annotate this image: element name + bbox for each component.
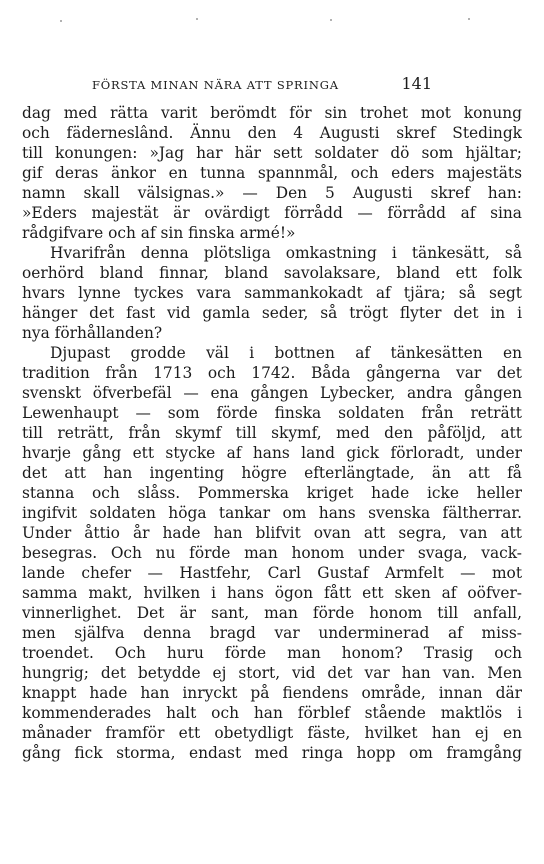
text-line: hvarje gång ett stycke af hans land gick förloradt, under xyxy=(22,444,522,462)
running-title: FÖRSTA MINAN NÄRA ATT SPRINGA xyxy=(92,78,339,92)
text-line: vinnerlighet. Det är sant, man förde honom till anfall, xyxy=(22,604,522,622)
text-line: kommenderades halt och han förblef stående maktlös i xyxy=(22,704,522,722)
text-line: Lewenhaupt — som förde finska soldaten från reträtt xyxy=(22,404,522,422)
text-line: nya förhållanden? xyxy=(22,324,163,342)
paper-speck xyxy=(196,18,198,20)
text-line: det att han ingenting högre efterlängtade, än att få xyxy=(22,464,522,482)
text-line: hänger det fast vid gamla seder, så trögt flyter det in i xyxy=(22,304,522,322)
text-line: troendet. Och huru förde man honom? Trasig och xyxy=(22,644,522,662)
paper-speck xyxy=(468,18,470,20)
text-line: lande chefer — Hastfehr, Carl Gustaf Armfelt — mot xyxy=(22,564,522,582)
text-line: samma makt, hvilken i hans ögon fått ett sken af oöfver- xyxy=(22,584,522,602)
text-line: Under åttio år hade han blifvit ovan att segra, van att xyxy=(22,524,522,542)
paper-speck xyxy=(330,19,332,21)
page-number: 141 xyxy=(401,74,432,93)
text-line: månader framför ett obetydligt fäste, hvilket han ej en xyxy=(22,724,522,742)
text-line: till konungen: »Jag har här sett soldater dö som hjältar; xyxy=(22,144,522,162)
text-line: till reträtt, från skymf till skymf, med den påföljd, att xyxy=(22,424,522,442)
text-line: hvars lynne tyckes vara sammankokadt af tjära; så segt xyxy=(22,284,522,302)
body-text xyxy=(22,103,522,763)
page-header xyxy=(92,74,432,96)
text-line: Hvarifrån denna plötsliga omkastning i tänkesätt, så xyxy=(50,244,522,262)
text-line: stanna och slåss. Pommerska kriget hade icke heller xyxy=(22,484,522,502)
text-line: rådgifvare och af sin finska armé!» xyxy=(22,224,296,242)
text-line: knappt hade han inryckt på fiendens område, innan där xyxy=(22,684,522,702)
text-line: besegras. Och nu förde man honom under svaga, vack- xyxy=(22,544,522,562)
text-line: oerhörd bland finnar, bland savolaksare, bland ett folk xyxy=(22,264,522,282)
text-line: Djupast grodde väl i bottnen af tänkesätten en xyxy=(50,344,522,362)
text-line: men själfva denna bragd var underminerad af miss- xyxy=(22,624,522,642)
text-line: tradition från 1713 och 1742. Båda gångerna var det xyxy=(22,364,522,382)
text-line: hungrig; det betydde ej stort, vid det var han van. Men xyxy=(22,664,522,682)
text-line: och fäderneslând. Ännu den 4 Augusti skref Stedingk xyxy=(22,124,522,142)
text-line: namn skall välsignas.» — Den 5 Augusti skref han: xyxy=(22,184,522,202)
text-line: svenskt öfverbefäl — ena gången Lybecker, andra gången xyxy=(22,384,522,402)
text-line: »Eders majestät är ovärdigt förrådd — förrådd af sina xyxy=(22,204,522,222)
text-line: gif deras änkor en tunna spannmål, och eders majestäts xyxy=(22,164,522,182)
paper-speck xyxy=(60,20,62,22)
text-line: gång fick storma, endast med ringa hopp om framgång xyxy=(22,744,522,762)
text-line: dag med rätta varit berömdt för sin trohet mot konung xyxy=(22,104,522,122)
text-line: ingifvit soldaten höga tankar om hans svenska fältherrar. xyxy=(22,504,522,522)
